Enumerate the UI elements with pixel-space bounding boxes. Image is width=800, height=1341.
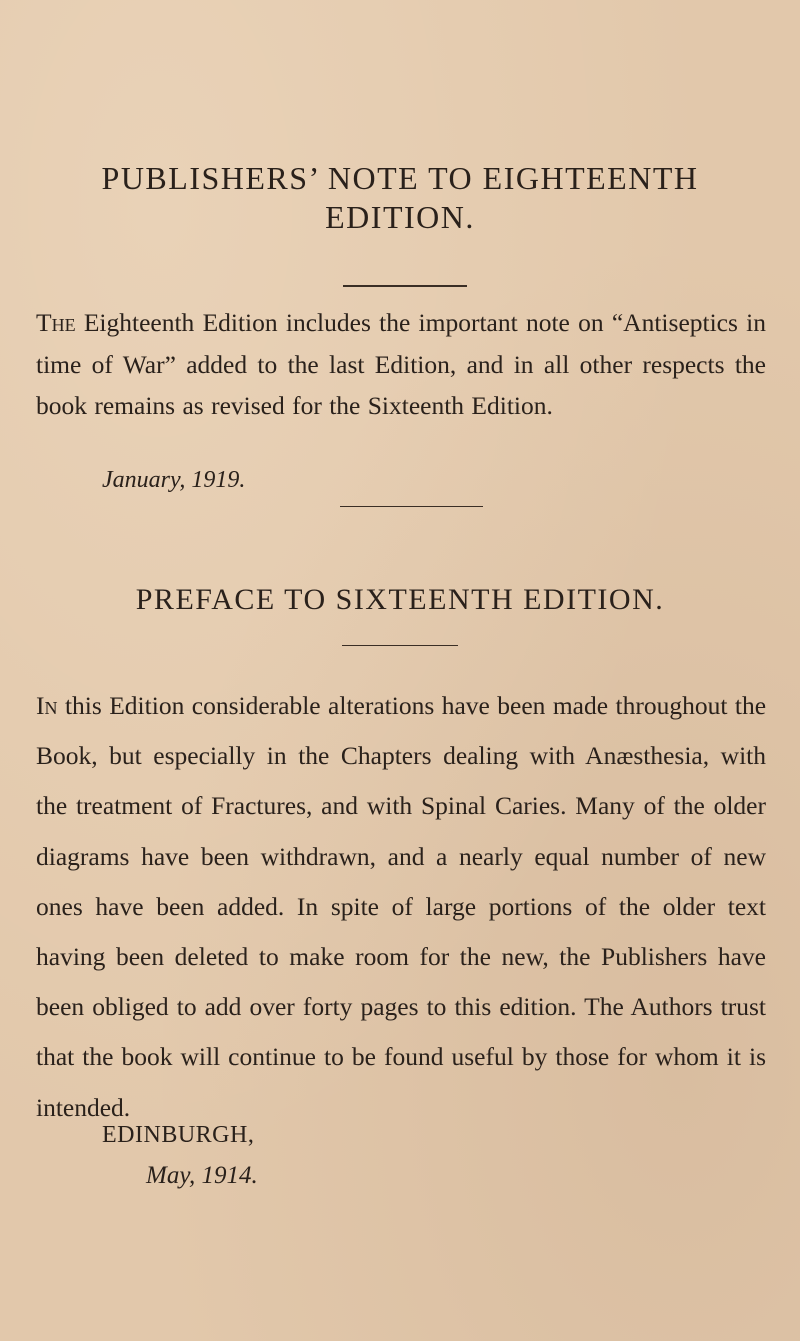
drop-word: The (36, 308, 76, 337)
drop-word: In (36, 691, 58, 720)
publishers-note-body (36, 302, 766, 427)
publishers-note-date: January, 1919. (102, 467, 246, 493)
publishers-note-title-continued: EDITION. (325, 199, 475, 235)
publishers-note-title: PUBLISHERS’ NOTE TO EIGHTEENTH (101, 160, 699, 196)
preface-body (36, 681, 766, 1133)
section-divider (342, 645, 458, 646)
preface-title: PREFACE TO SIXTEENTH EDITION. (135, 583, 665, 616)
preface-date: May, 1914. (146, 1162, 258, 1189)
section-divider (340, 506, 483, 507)
publishers-note-text: Eighteenth Edition includes the important note on “Antiseptics in time of War” added to the last Edition, and in all other respects the book remains as revised for the Sixteenth Edition. (36, 308, 767, 420)
section-divider (343, 285, 467, 287)
preface-text: this Edition considerable alterations have been made throughout the Book, but especially in the Chapters dealing with Anæsthesia, with the treatment of Fractures, and with Spinal Caries. Many of the older diagrams have been withdrawn, and a nearly equal number of new ones have been added. In spite of large portions of the older text having been deleted to make room for the new, the Publishers have been obliged to add over forty pages to this edition. The Authors trust that the book will continue to be found useful by those for whom it is intended. (36, 691, 767, 1122)
preface-place: EDINBURGH, (102, 1122, 255, 1148)
